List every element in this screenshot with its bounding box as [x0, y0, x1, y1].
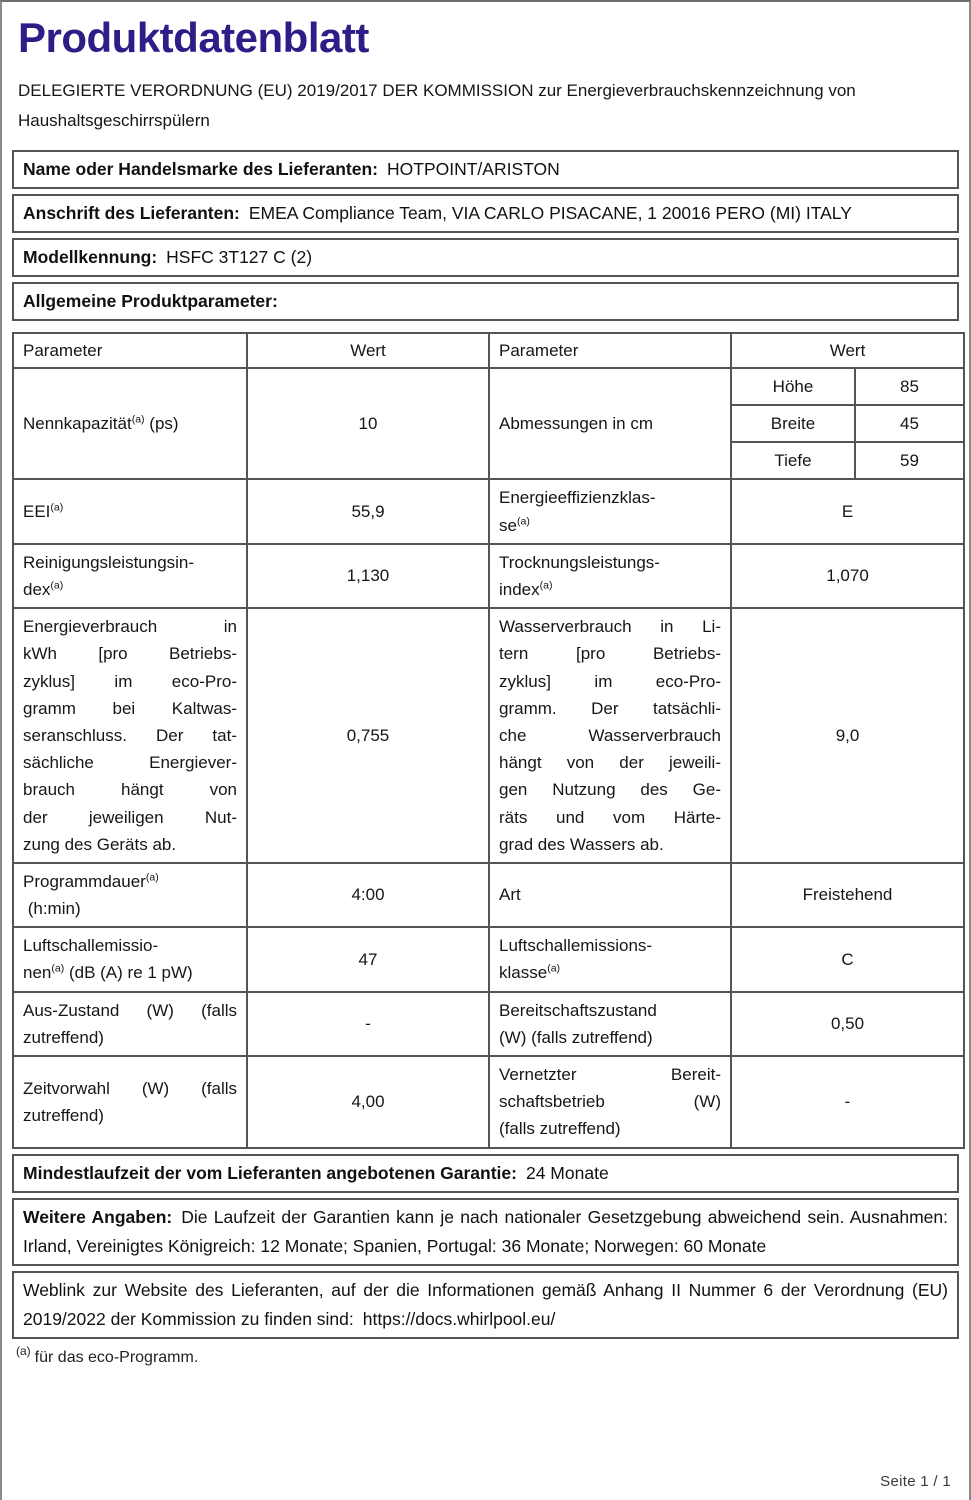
- header-cell-parameter-right: Parameter: [489, 333, 731, 368]
- param-label-cell: Abmessungen in cm: [489, 368, 731, 480]
- footnote-text: für das eco-Programm.: [34, 1348, 199, 1366]
- param-label-cell: Energieverbrauch in kWh [pro Betriebs- zyklus] im eco-Pro- gramm bei Kaltwas- seranschluss. Der tat- sächliche Energiever- brauch hängt von der jeweiligen Nut- zung des Geräts ab.: [13, 608, 247, 863]
- supplier-name-row: [12, 150, 959, 189]
- guarantee-value: 24 Monate: [525, 1162, 609, 1183]
- weblink-text: Weblink zur Website des Lieferanten, auf der die Informationen gemäß Anhang II Nummer 6 der Verordnung (EU) 2019/2022 der Kommission zu finden sind:: [23, 1279, 948, 1329]
- param-row: [13, 927, 964, 991]
- param-table-body: [13, 368, 964, 1148]
- additional-info-value: Die Laufzeit der Garantien kann je nach nationaler Gesetzgebung abweichend sein. Ausnahmen: Irland, Vereinigtes Königreich: 12 Monate; Spanien, Portugal: 36 Monate; Norwegen: 60 Monate: [23, 1206, 948, 1256]
- param-label-cell: Trocknungsleistungs- index$^{(a)}$: [489, 544, 731, 608]
- page-title: Produktdatenblatt: [18, 14, 369, 61]
- param-value-cell: E: [731, 479, 964, 543]
- param-value-cell: -: [247, 992, 489, 1056]
- param-value-cell: 9,0: [731, 608, 964, 863]
- general-parameters-row: [12, 282, 959, 321]
- footnote: [16, 1344, 959, 1367]
- param-value-cell: C: [731, 927, 964, 991]
- guarantee-row: [12, 1154, 959, 1193]
- dimension-name-cell: Höhe: [731, 368, 855, 405]
- param-value-cell: 0,50: [731, 992, 964, 1056]
- supplier-name-label: Name oder Handelsmarke des Lieferanten:: [23, 158, 378, 179]
- model-identifier-row: [12, 238, 959, 277]
- header-cell-wert-right: Wert: [731, 333, 964, 368]
- param-row: [13, 863, 964, 927]
- param-value-cell: 0,755: [247, 608, 489, 863]
- footnote-marker: (a): [16, 1344, 31, 1359]
- guarantee-label: Mindestlaufzeit der vom Lieferanten angebotenen Garantie:: [23, 1162, 517, 1183]
- product-parameters-table: [12, 332, 965, 1149]
- param-label-cell: Nennkapazität$^{(a)}$ (ps): [13, 368, 247, 480]
- param-row: [13, 1056, 964, 1148]
- param-value-cell: 1,070: [731, 544, 964, 608]
- param-label-cell: Vernetzter Bereit- schaftsbetrieb (W) (falls zutreffend): [489, 1056, 731, 1148]
- supplier-name-value: HOTPOINT/ARISTON: [387, 158, 560, 179]
- param-label-cell: Aus-Zustand (W) (falls zutreffend): [13, 992, 247, 1056]
- additional-info-label: Weitere Angaben:: [23, 1206, 173, 1227]
- param-row: [13, 544, 964, 608]
- param-value-cell: 10: [247, 368, 489, 480]
- param-label-cell: EEI$^{(a)}$: [13, 479, 247, 543]
- model-identifier-value: HSFC 3T127 C (2): [166, 246, 313, 267]
- param-row: [13, 479, 964, 543]
- dimension-value-cell: 59: [855, 442, 964, 479]
- dimension-value-cell: 85: [855, 368, 964, 405]
- header-cell-parameter-left: Parameter: [13, 333, 247, 368]
- supplier-address-row: [12, 194, 959, 233]
- param-value-cell: 1,130: [247, 544, 489, 608]
- param-label-cell: Luftschallemissio- nen$^{(a)}$ (dB (A) re 1 pW): [13, 927, 247, 991]
- dimension-name-cell: Tiefe: [731, 442, 855, 479]
- param-label-cell: Programmdauer$^{(a)}$ (h:min): [13, 863, 247, 927]
- param-label-cell: Bereitschaftszustand (W) (falls zutreffend): [489, 992, 731, 1056]
- param-row: [13, 608, 964, 863]
- header-cell-wert-left: Wert: [247, 333, 489, 368]
- param-label-cell: Luftschallemissions- klasse$^{(a)}$: [489, 927, 731, 991]
- dimension-value-cell: 45: [855, 405, 964, 442]
- general-parameters-label: Allgemeine Produktparameter:: [23, 290, 278, 311]
- param-value-cell: 4,00: [247, 1056, 489, 1148]
- param-value-cell: Freistehend: [731, 863, 964, 927]
- param-value-cell: 4:00: [247, 863, 489, 927]
- supplier-address-label: Anschrift des Lieferanten:: [23, 202, 240, 223]
- param-value-cell: -: [731, 1056, 964, 1148]
- supplier-address-value: EMEA Compliance Team, VIA CARLO PISACANE, 1 20016 PERO (MI) ITALY: [248, 202, 852, 223]
- param-label-cell: Energieeffizienzklas- $se^{(a)}$: [489, 479, 731, 543]
- additional-info-row: [12, 1198, 959, 1266]
- regulation-subtitle: DELEGIERTE VERORDNUNG (EU) 2019/2017 DER KOMMISSION zur Energieverbrauchskennzeichnung von Haushaltsgeschirrspülern: [18, 81, 856, 130]
- param-value-cell: 47: [247, 927, 489, 991]
- param-label-cell: Wasserverbrauch in Li- tern [pro Betriebs- zyklus] im eco-Pro- gramm. Der tatsächli- che Wasserverbrauch hängt von der jeweili- gen Nutzung des Ge- räts und vom Härte- grad des Wassers ab.: [489, 608, 731, 863]
- param-row: [13, 992, 964, 1056]
- weblink-row: [12, 1271, 959, 1339]
- param-label-cell: Art: [489, 863, 731, 927]
- weblink-url[interactable]: https://docs.whirlpool.eu/: [362, 1308, 556, 1329]
- param-header-row: [13, 333, 964, 368]
- param-value-cell: 55,9: [247, 479, 489, 543]
- dimension-name-cell: Breite: [731, 405, 855, 442]
- param-label-cell: Zeitvorwahl (W) (falls zutreffend): [13, 1056, 247, 1148]
- param-label-cell: Reinigungsleistungsin- dex$^{(a)}$: [13, 544, 247, 608]
- param-row: [13, 368, 964, 405]
- model-identifier-label: Modellkennung:: [23, 246, 158, 267]
- page-number: Seite 1 / 1: [880, 1473, 951, 1490]
